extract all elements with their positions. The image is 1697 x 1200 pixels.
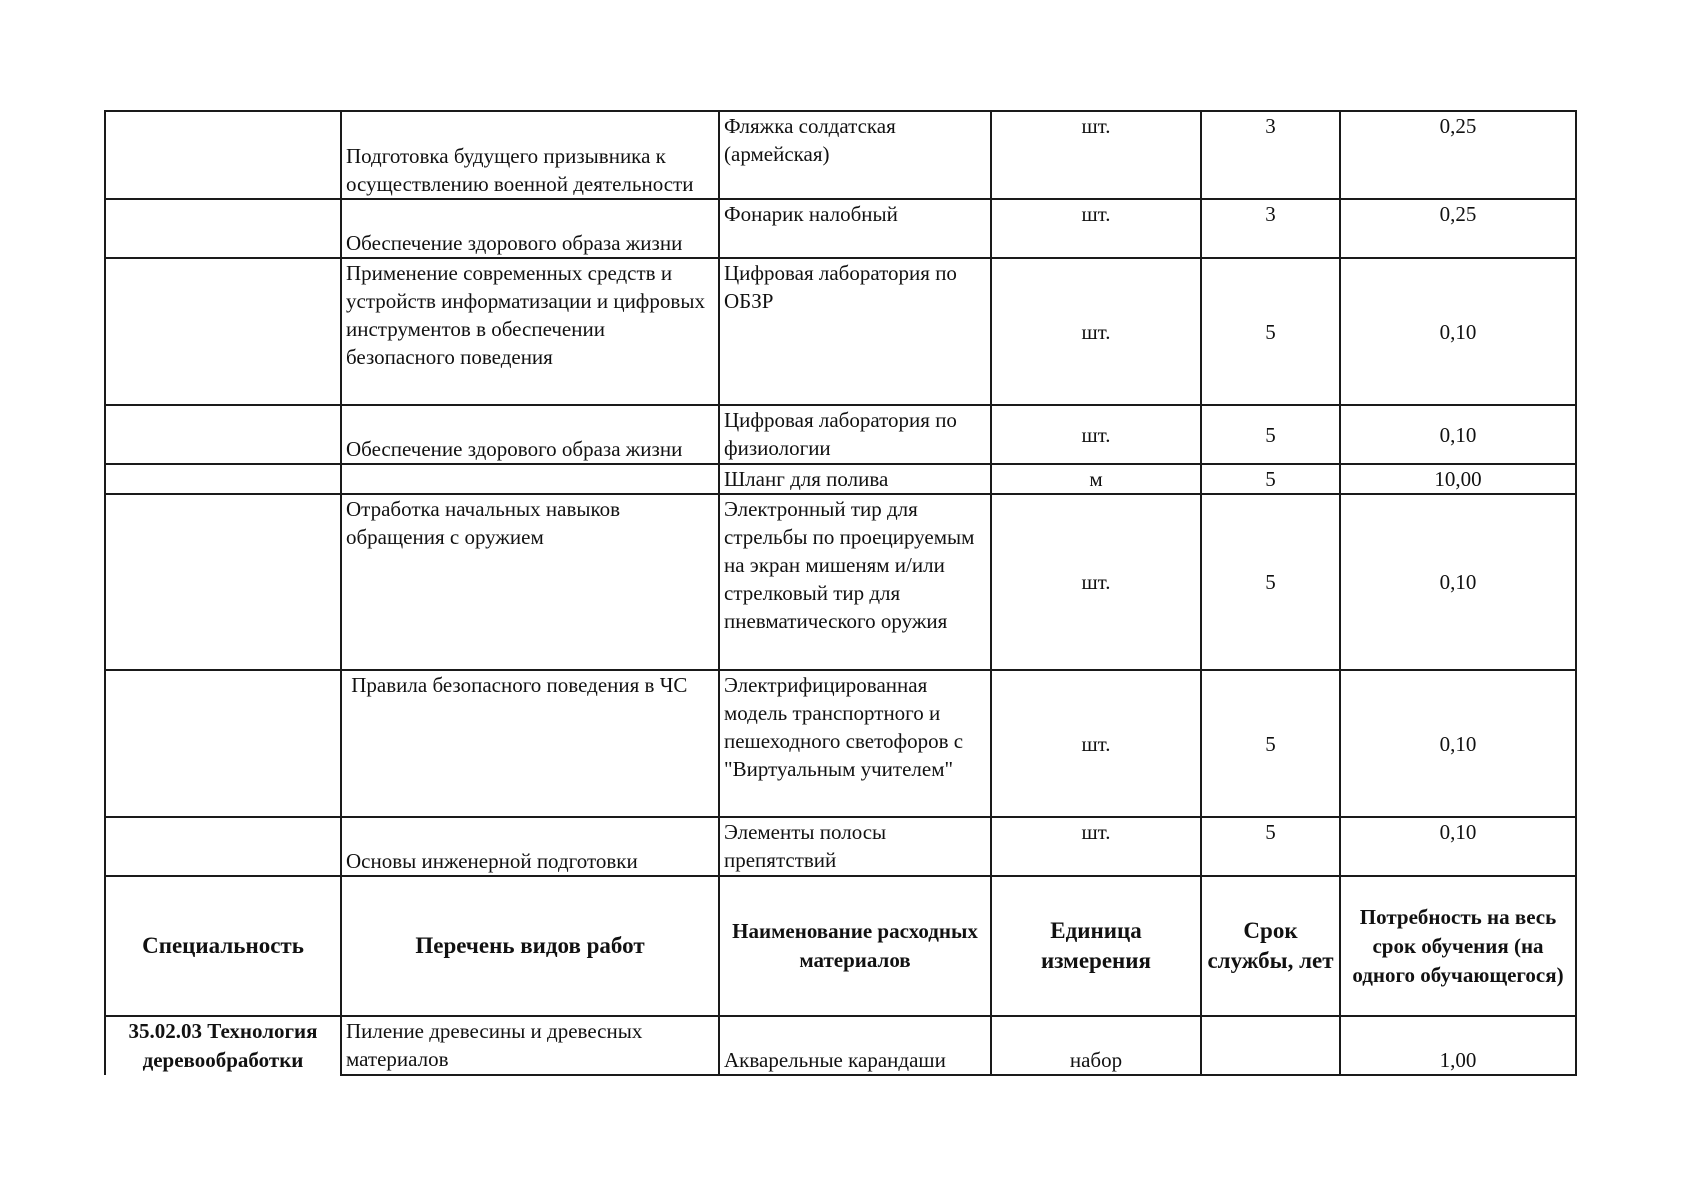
spec-cell bbox=[105, 494, 341, 670]
need-cell: 0,25 bbox=[1340, 199, 1576, 258]
material-cell: Цифровая лаборатория по физиологии bbox=[719, 405, 991, 464]
life-cell: 5 bbox=[1201, 405, 1340, 464]
unit-cell: шт. bbox=[991, 670, 1201, 817]
need-cell: 1,00 bbox=[1340, 1016, 1576, 1075]
material-cell: Акварельные карандаши bbox=[719, 1016, 991, 1075]
need-cell: 0,10 bbox=[1340, 405, 1576, 464]
spec-cell bbox=[105, 817, 341, 876]
need-cell: 0,25 bbox=[1340, 111, 1576, 199]
life-cell: 5 bbox=[1201, 494, 1340, 670]
unit-cell: шт. bbox=[991, 111, 1201, 199]
unit-cell: набор bbox=[991, 1016, 1201, 1075]
table-row bbox=[105, 258, 1576, 405]
header-material: Наименование расходных материалов bbox=[719, 876, 991, 1016]
header-need: Потребность на весь срок обучения (на одного обучающегося) bbox=[1340, 876, 1576, 1016]
material-cell: Фляжка солдатская (армейская) bbox=[719, 111, 991, 199]
life-cell bbox=[1201, 1016, 1340, 1075]
unit-cell: шт. bbox=[991, 817, 1201, 876]
material-cell: Фонарик налобный bbox=[719, 199, 991, 258]
need-cell: 0,10 bbox=[1340, 670, 1576, 817]
column-header-row bbox=[105, 876, 1576, 1016]
header-work: Перечень видов работ bbox=[341, 876, 719, 1016]
work-cell bbox=[341, 464, 719, 494]
table-row bbox=[105, 1016, 1576, 1075]
unit-cell: м bbox=[991, 464, 1201, 494]
life-cell: 3 bbox=[1201, 111, 1340, 199]
life-cell: 5 bbox=[1201, 464, 1340, 494]
unit-cell: шт. bbox=[991, 405, 1201, 464]
table-row bbox=[105, 464, 1576, 494]
need-cell: 10,00 bbox=[1340, 464, 1576, 494]
work-cell: Применение современных средств и устройств информатизации и цифровых инструментов в обеспечении безопасного поведения bbox=[341, 258, 719, 405]
material-cell: Элементы полосы препятствий bbox=[719, 817, 991, 876]
spec-name-cell: 35.02.03 Технология деревообработки bbox=[105, 1016, 341, 1075]
need-cell: 0,10 bbox=[1340, 258, 1576, 405]
need-cell: 0,10 bbox=[1340, 494, 1576, 670]
work-cell: Пиление древесины и древесных материалов bbox=[341, 1016, 719, 1075]
spec-cell bbox=[105, 670, 341, 817]
table-row bbox=[105, 199, 1576, 258]
life-cell: 5 bbox=[1201, 817, 1340, 876]
life-cell: 5 bbox=[1201, 670, 1340, 817]
unit-cell: шт. bbox=[991, 199, 1201, 258]
material-cell: Электронный тир для стрельбы по проецируемым на экран мишеням и/или стрелковый тир для пневматического оружия bbox=[719, 494, 991, 670]
life-cell: 5 bbox=[1201, 258, 1340, 405]
need-cell: 0,10 bbox=[1340, 817, 1576, 876]
material-cell: Цифровая лаборатория по ОБЗР bbox=[719, 258, 991, 405]
work-cell: Правила безопасного поведения в ЧС bbox=[341, 670, 719, 817]
header-spec: Специальность bbox=[105, 876, 341, 1016]
header-life: Срок службы, лет bbox=[1201, 876, 1340, 1016]
material-cell: Шланг для полива bbox=[719, 464, 991, 494]
table-row bbox=[105, 670, 1576, 817]
life-cell: 3 bbox=[1201, 199, 1340, 258]
header-unit: Единица измерения bbox=[991, 876, 1201, 1016]
table-row bbox=[105, 817, 1576, 876]
table-row bbox=[105, 405, 1576, 464]
material-cell: Электрифицированная модель транспортного и пешеходного светофоров с "Виртуальным учителем" bbox=[719, 670, 991, 817]
table-row bbox=[105, 494, 1576, 670]
spec-cell bbox=[105, 111, 341, 199]
table-row bbox=[105, 111, 1576, 199]
spec-cell bbox=[105, 464, 341, 494]
work-cell: Отработка начальных навыков обращения с оружием bbox=[341, 494, 719, 670]
work-cell: Основы инженерной подготовки bbox=[341, 817, 719, 876]
spec-cell bbox=[105, 405, 341, 464]
work-cell: Обеспечение здорового образа жизни bbox=[341, 199, 719, 258]
spec-cell bbox=[105, 258, 341, 405]
work-cell: Подготовка будущего призывника к осуществлению военной деятельности bbox=[341, 111, 719, 199]
unit-cell: шт. bbox=[991, 258, 1201, 405]
unit-cell: шт. bbox=[991, 494, 1201, 670]
consumables-table bbox=[104, 110, 1577, 1076]
consumables-table-sheet bbox=[104, 110, 1577, 1076]
work-cell: Обеспечение здорового образа жизни bbox=[341, 405, 719, 464]
spec-cell bbox=[105, 199, 341, 258]
